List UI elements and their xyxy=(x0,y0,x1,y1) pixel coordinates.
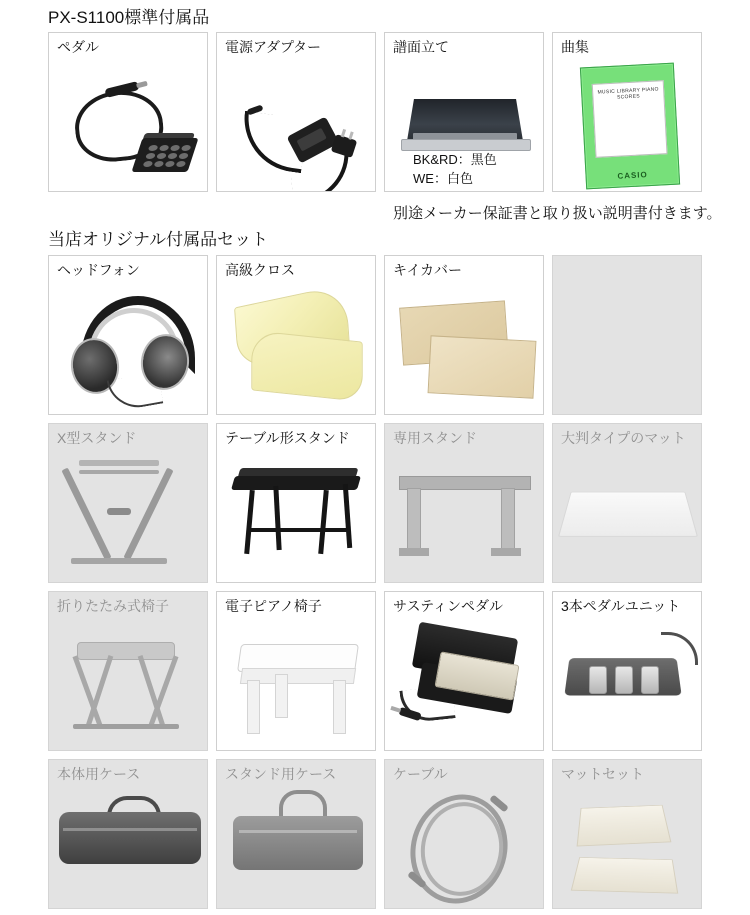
card-key-cover-label: キイカバー xyxy=(393,262,463,278)
card-cloth xyxy=(216,255,376,415)
warranty-note: 別途メーカー保証書と取り扱い説明書付きます。 xyxy=(393,205,722,222)
card-headphone xyxy=(48,255,208,415)
card-music-stand xyxy=(384,32,544,192)
score-book-brand: CASIO xyxy=(617,170,648,181)
score-book-title: MUSIC LIBRARY PIANO SCORES xyxy=(597,86,659,101)
card-mat-set-label: マットセット xyxy=(561,766,645,782)
card-dedicated-stand-label: 専用スタンド xyxy=(393,430,477,446)
card-pedal-label: ペダル xyxy=(57,39,99,55)
card-three-pedal-unit-label: 3本ペダルユニット xyxy=(561,598,681,614)
music-stand-color-note xyxy=(413,151,497,189)
card-sustain-pedal xyxy=(384,591,544,751)
card-large-mat xyxy=(552,423,702,583)
card-cable xyxy=(384,759,544,909)
card-table-stand-label: テーブル形スタンド xyxy=(225,430,350,446)
card-headphone-label: ヘッドフォン xyxy=(57,262,140,278)
card-x-stand xyxy=(48,423,208,583)
music-stand-color-we: WE：白色 xyxy=(413,170,473,186)
card-score-book-label: 曲集 xyxy=(561,39,589,55)
card-large-mat-label: 大判タイプのマット xyxy=(561,430,686,446)
card-body-case-label: 本体用ケース xyxy=(57,766,141,782)
original-accessories-title: 当店オリジナル付属品セット xyxy=(48,230,269,249)
card-mat-set xyxy=(552,759,702,909)
card-x-stand-label: X型スタンド xyxy=(57,430,137,446)
card-folding-chair-label: 折りたたみ式椅子 xyxy=(57,598,169,614)
card-power-adapter-label: 電源アダプター xyxy=(225,39,322,55)
card-body-case xyxy=(48,759,208,909)
card-folding-chair xyxy=(48,591,208,751)
card-table-stand xyxy=(216,423,376,583)
card-sustain-pedal-label: サスティンペダル xyxy=(393,598,504,614)
card-music-stand-label: 譜面立て xyxy=(393,39,449,55)
card-cloth-label: 高級クロス xyxy=(225,262,295,278)
card-pedal xyxy=(48,32,208,192)
card-power-adapter xyxy=(216,32,376,192)
card-key-cover xyxy=(384,255,544,415)
card-piano-bench xyxy=(216,591,376,751)
card-dedicated-stand xyxy=(384,423,544,583)
card-blank xyxy=(552,255,702,415)
music-stand-color-bk: BK&RD：黒色 xyxy=(413,152,497,167)
card-three-pedal-unit xyxy=(552,591,702,751)
standard-accessories-title: PX-S1100標準付属品 xyxy=(48,8,210,27)
card-stand-case-label: スタンド用ケース xyxy=(225,766,337,782)
card-stand-case xyxy=(216,759,376,909)
card-score-book xyxy=(552,32,702,192)
card-piano-bench-label: 電子ピアノ椅子 xyxy=(225,598,322,614)
card-cable-label: ケーブル xyxy=(393,766,448,782)
